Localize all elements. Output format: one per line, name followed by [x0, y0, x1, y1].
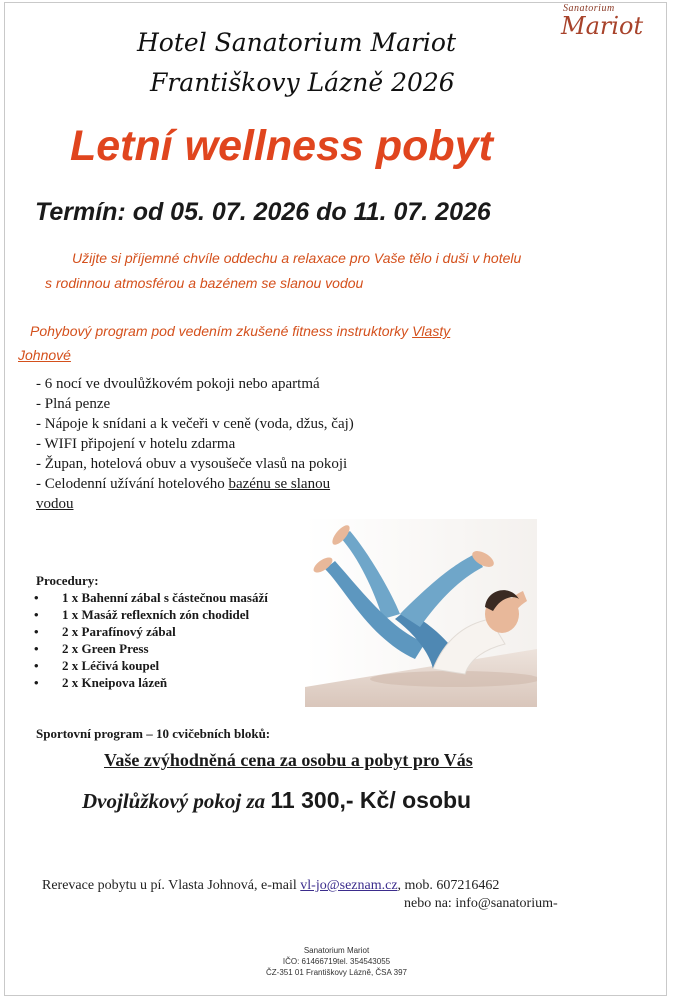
bullet-icon: •	[34, 658, 39, 673]
included-pool-prefix: - Celodenní užívání hotelového	[36, 476, 229, 492]
included-item: - WIFI připojení v hotelu zdarma	[36, 436, 236, 452]
fitness-program	[30, 323, 450, 339]
footer-name: Sanatorium Mariot	[303, 946, 370, 955]
logo-brand: Mariot	[561, 12, 644, 40]
exercise-photo	[305, 519, 537, 707]
procedure-item	[34, 675, 167, 691]
included-item-pool	[36, 476, 330, 493]
procedure-text: 1 x Bahenní zábal s částečnou masáží	[62, 590, 268, 605]
hotel-name: Hotel Sanatorium Mariot	[137, 28, 457, 57]
instructor-name-2: Johnové	[18, 347, 71, 363]
price-headline: Vaše zvýhodněná cena za osobu a pobyt pro Vás	[104, 750, 473, 770]
page-title: Letní wellness pobyt	[70, 122, 493, 170]
bullet-icon: •	[34, 675, 39, 690]
procedure-text: 2 x Léčivá koupel	[62, 658, 160, 673]
term-dates: Termín: od 05. 07. 2026 do 11. 07. 2026	[35, 198, 491, 226]
email-link[interactable]: vl-jo@seznam.cz	[300, 878, 398, 893]
contact-phone: , mob. 607216462	[397, 878, 500, 893]
footer-ico: IČO: 61466719tel. 354543055	[282, 957, 391, 966]
logo-small-text: Sanatorium	[563, 3, 615, 14]
included-pool-underlined: bazénu se slanou	[228, 476, 331, 492]
bullet-icon: •	[34, 624, 39, 639]
fitness-text: Pohybový program pod vedením zkušené fitness instruktorky	[30, 323, 413, 339]
room-label: Dvojlůžkový pokoj za	[82, 789, 271, 813]
included-item: - Nápoje k snídani a k večeři v ceně (voda, džus, čaj)	[36, 416, 354, 432]
bullet-icon: •	[34, 590, 39, 605]
included-item: - 6 nocí ve dvoulůžkovém pokoji nebo apartmá	[36, 376, 320, 392]
contact-prefix: Rerevace pobytu u pí. Vlasta Johnová, e-mail	[42, 878, 301, 893]
included-item: - Župan, hotelová obuv a vysoušeče vlasů na pokoji	[36, 456, 348, 472]
procedure-item	[34, 658, 159, 674]
procedure-text: 2 x Green Press	[62, 641, 149, 656]
bullet-icon: •	[34, 641, 39, 656]
procedures-heading: Procedury:	[36, 573, 99, 588]
price-offer	[82, 787, 471, 814]
included-item: - Plná penze	[36, 396, 111, 412]
location-year: Františkovy Lázně 2026	[150, 68, 455, 97]
procedure-text: 2 x Parafínový zábal	[62, 624, 176, 639]
contact-line-2: nebo na: info@sanatorium-	[404, 896, 558, 911]
procedure-item	[34, 590, 268, 606]
intro-line-1: Užijte si příjemné chvíle oddechu a relaxace pro Vaše tělo i duši v hotelu	[72, 250, 522, 266]
procedure-item	[34, 607, 249, 623]
sport-program: Sportovní program – 10 cvičebních bloků:	[36, 726, 271, 741]
procedure-item	[34, 624, 176, 640]
procedure-text: 2 x Kneipova lázeň	[62, 675, 168, 690]
procedure-text: 1 x Masáž reflexních zón chodidel	[62, 607, 250, 622]
procedure-item	[34, 641, 149, 657]
contact-line	[42, 878, 499, 894]
bullet-icon: •	[34, 607, 39, 622]
footer-address: ČZ-351 01 Františkovy Lázně, ČSA 397	[266, 968, 407, 977]
included-pool-line-2: vodou	[36, 496, 74, 512]
price-amount: 11 300,- Kč/ osobu	[270, 787, 472, 813]
intro-line-2: s rodinnou atmosférou a bazénem se slanou vodou	[45, 275, 364, 291]
instructor-name-1: Vlasty	[412, 323, 451, 339]
